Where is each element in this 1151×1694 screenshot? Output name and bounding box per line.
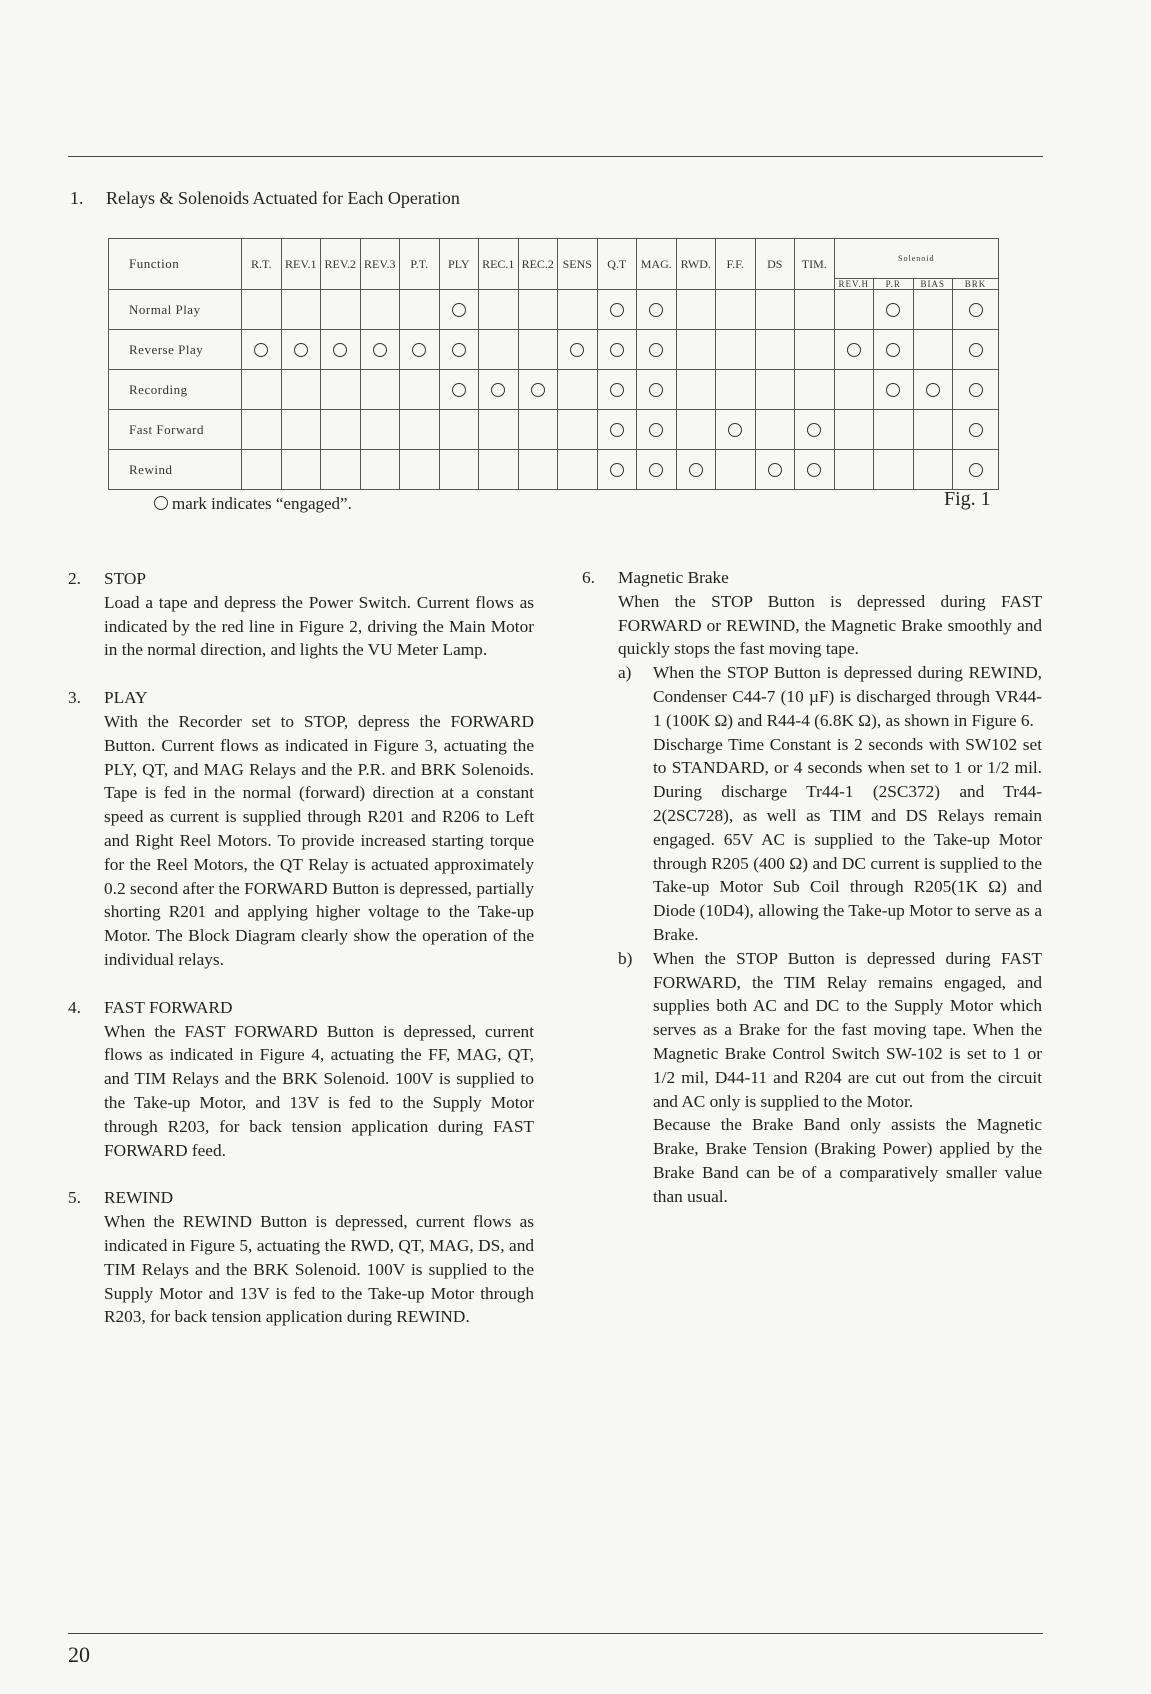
table-cell (479, 370, 519, 410)
table-cell (637, 450, 677, 490)
section-body: When the FAST FORWARD Button is depressed, current flows as indicated in Figure 4, actuating the FF, MAG, QT, and TIM Relays and the BRK Solenoid. 100V is supplied to the Take-up Motor, and 13V is fed to the Supply Motor through R203, for back tension application during FAST FORWARD feed. (104, 1021, 534, 1160)
function-label: Normal Play (109, 290, 242, 330)
section-title: STOP (104, 569, 146, 588)
engaged-mark-icon (610, 463, 624, 477)
engaged-mark-icon (610, 303, 624, 317)
table-cell (360, 330, 400, 370)
table-cell (913, 410, 953, 450)
subsection-body: When the STOP Button is depressed during FAST FORWARD, the TIM Relay remains engaged, and supplies both AC and DC to the Supply Motor which serves as a Brake for the fast moving tape. When the Magnetic Brake Control Switch SW-102 is set to 1 or 1/2 mil, D44-11 and R204 are cut out from the circuit and AC only is supplied to the Motor. (653, 948, 1042, 1111)
table-cell (834, 330, 874, 370)
table-cell (242, 370, 282, 410)
section-stop (68, 567, 534, 662)
table-cell (242, 330, 282, 370)
table-cell (676, 330, 716, 370)
table-cell (953, 330, 999, 370)
solenoid-header: P.R (874, 279, 914, 290)
relay-header: RWD. (676, 239, 716, 290)
table-cell (874, 410, 914, 450)
table-cell (795, 330, 835, 370)
engaged-mark-icon (969, 463, 983, 477)
table-cell (518, 410, 558, 450)
section-number: 4. (68, 997, 81, 1017)
relay-header: SENS (558, 239, 598, 290)
function-label: Reverse Play (109, 330, 242, 370)
table-row (109, 330, 999, 370)
section-title: Magnetic Brake (618, 568, 729, 587)
subsection-body: When the STOP Button is depressed during REWIND, Condenser C44-7 (10 µF) is discharged through VR44-1 (100K Ω) and R44-4 (6.8K Ω), as shown in Figure 6. (653, 663, 1042, 730)
table-cell (913, 370, 953, 410)
section-1-heading (70, 188, 460, 209)
left-column (68, 567, 534, 1353)
relay-header: P.T. (400, 239, 440, 290)
engaged-mark-icon (452, 343, 466, 357)
table-cell (874, 450, 914, 490)
table-cell (558, 450, 598, 490)
table-cell (637, 370, 677, 410)
subsection-body: Because the Brake Band only assists the Magnetic Brake, Brake Tension (Braking Power) applied by the Brake Band can be of a comparatively smaller value than usual. (653, 1115, 1042, 1206)
engaged-mark-icon (649, 343, 663, 357)
subsection-letter: a) (618, 663, 632, 683)
table-cell (479, 290, 519, 330)
table-cell (874, 290, 914, 330)
subsection-body: Discharge Time Constant is 2 seconds with SW102 set to STANDARD, or 4 seconds when set to 1 or 1/2 mil. During discharge Tr44-1 (2SC372) and Tr44-2(2SC728), as well as TIM and DS Relays remain engaged. 65V AC is supplied to the Take-up Motor through R205 (400 Ω) and DC current is supplied to the Take-up Motor Sub Coil through R205(1K Ω) and Diode (10D4), allowing the Take-up Motor to serve as a Brake. (653, 734, 1042, 944)
table-cell (242, 410, 282, 450)
table-cell (518, 370, 558, 410)
engaged-mark-icon (768, 463, 782, 477)
section-number: 6. (582, 568, 595, 587)
engaged-mark-icon (610, 423, 624, 437)
engaged-mark-icon (570, 343, 584, 357)
table-cell (321, 450, 361, 490)
section-title: REWIND (104, 1188, 174, 1208)
engaged-mark-icon (333, 343, 347, 357)
top-rule (68, 156, 1043, 157)
engaged-mark-icon (886, 303, 900, 317)
section-body: When the STOP Button is depressed during FAST FORWARD or REWIND, the Magnetic Brake smoothly and quickly stops the fast moving tape. (618, 591, 1042, 659)
table-cell (242, 290, 282, 330)
engaged-mark-icon (969, 423, 983, 437)
relay-header: REC.1 (479, 239, 519, 290)
table-cell (558, 330, 598, 370)
table-cell (874, 330, 914, 370)
table-cell (518, 290, 558, 330)
right-column (582, 566, 1042, 1233)
engaged-mark-icon (728, 423, 742, 437)
table-cell (795, 410, 835, 450)
engaged-mark-icon (886, 383, 900, 397)
engaged-mark-icon (847, 343, 861, 357)
section-number: 2. (68, 569, 81, 588)
relay-header: MAG. (637, 239, 677, 290)
table-cell (913, 330, 953, 370)
table-cell (479, 330, 519, 370)
table-cell (281, 330, 321, 370)
function-header: Function (109, 239, 242, 290)
table-cell (558, 410, 598, 450)
table-cell (913, 290, 953, 330)
table-cell (637, 290, 677, 330)
table-cell (400, 410, 440, 450)
table-cell (281, 290, 321, 330)
engaged-mark-icon (649, 383, 663, 397)
table-cell (360, 290, 400, 330)
relay-header: R.T. (242, 239, 282, 290)
solenoid-header: BIAS (913, 279, 953, 290)
engaged-mark-icon (531, 383, 545, 397)
engaged-mark-icon (610, 343, 624, 357)
table-cell (360, 370, 400, 410)
function-label: Rewind (109, 450, 242, 490)
section-body: Load a tape and depress the Power Switch. Current flows as indicated by the red line in Figure 2, driving the Main Motor in the normal direction, and lights the VU Meter Lamp. (104, 592, 534, 660)
table-cell (755, 370, 795, 410)
function-label: Recording (109, 370, 242, 410)
table-cell (597, 370, 637, 410)
section-1-title: Relays & Solenoids Actuated for Each Operation (106, 188, 460, 208)
bottom-rule (68, 1633, 1043, 1634)
table-cell (400, 370, 440, 410)
engaged-mark-icon (373, 343, 387, 357)
engaged-mark-icon (610, 383, 624, 397)
function-label: Fast Forward (109, 410, 242, 450)
table-cell (755, 450, 795, 490)
table-cell (518, 450, 558, 490)
page-number: 20 (68, 1642, 90, 1667)
table-cell (597, 410, 637, 450)
relay-header: PLY (439, 239, 479, 290)
table-cell (321, 330, 361, 370)
section-fast-forward (68, 996, 534, 1163)
table-cell (281, 410, 321, 450)
engaged-mark-icon (969, 383, 983, 397)
relay-header: REV.2 (321, 239, 361, 290)
relay-header: REV.1 (281, 239, 321, 290)
table-cell (597, 290, 637, 330)
table-cell (755, 290, 795, 330)
table-cell (676, 290, 716, 330)
relay-header: TIM. (795, 239, 835, 290)
engaged-mark-icon (154, 496, 168, 510)
table-cell (242, 450, 282, 490)
subsection-b (618, 947, 1042, 1209)
table-cell (953, 410, 999, 450)
table-cell (558, 370, 598, 410)
table-cell (953, 450, 999, 490)
solenoid-header: REV.H (834, 279, 874, 290)
engaged-mark-icon (807, 423, 821, 437)
section-title: PLAY (104, 688, 148, 708)
relay-solenoid-table (108, 238, 999, 490)
table-cell (795, 450, 835, 490)
engaged-mark-icon (807, 463, 821, 477)
section-1-number: 1. (70, 188, 84, 208)
engaged-mark-icon (969, 303, 983, 317)
table-cell (834, 370, 874, 410)
section-play (68, 686, 534, 972)
table-cell (439, 290, 479, 330)
engaged-mark-icon (491, 383, 505, 397)
table-cell (953, 370, 999, 410)
table-cell (953, 290, 999, 330)
table-cell (439, 370, 479, 410)
table-cell (676, 450, 716, 490)
section-body: When the REWIND Button is depressed, current flows as indicated in Figure 5, actuating the RWD, QT, MAG, DS, and TIM Relays and the BRK Solenoid. 100V is supplied to the Supply Motor and 13V is fed to the Take-up Motor through R203, for back tension application during REWIND. (104, 1212, 534, 1327)
table-cell (676, 410, 716, 450)
engaged-mark-icon (649, 463, 663, 477)
table-cell (439, 410, 479, 450)
table-cell (716, 330, 756, 370)
figure-label: Fig. 1 (944, 488, 991, 510)
section-body: With the Recorder set to STOP, depress the FORWARD Button. Current flows as indicated in Figure 3, actuating the PLY, QT, and MAG Relays and the P.R. and BRK Solenoids. Tape is fed in the normal (forward) direction at a constant speed as current is supplied through R201 and R206 to Left and Right Reel Motors. To provide increased starting torque for the Reel Motors, the QT Relay is actuated approximately 0.2 second after the FORWARD Button is depressed, partially shorting R201 and applying higher voltage to the Take-up Motor. The Block Diagram clearly show the operation of the individual relays. (104, 711, 534, 969)
table-cell (597, 330, 637, 370)
relay-header: Q.T (597, 239, 637, 290)
table-cell (558, 290, 598, 330)
section-title: FAST FORWARD (104, 997, 233, 1017)
table-cell (400, 290, 440, 330)
table-cell (479, 450, 519, 490)
table-cell (281, 450, 321, 490)
table-cell (400, 330, 440, 370)
table-cell (755, 410, 795, 450)
table-cell (637, 410, 677, 450)
table-cell (716, 370, 756, 410)
table-cell (597, 450, 637, 490)
table-row (109, 290, 999, 330)
engaged-mark-icon (294, 343, 308, 357)
engaged-mark-icon (969, 343, 983, 357)
table-cell (360, 450, 400, 490)
section-magnetic-brake (582, 566, 1042, 1209)
section-number: 5. (68, 1188, 81, 1208)
table-cell (281, 370, 321, 410)
relay-header: REV.3 (360, 239, 400, 290)
section-rewind (68, 1186, 534, 1329)
table-cell (795, 290, 835, 330)
table-cell (716, 450, 756, 490)
table-cell (913, 450, 953, 490)
table-cell (834, 410, 874, 450)
table-cell (716, 290, 756, 330)
table-cell (834, 450, 874, 490)
subsection-a (618, 661, 1042, 947)
table-cell (439, 330, 479, 370)
relay-header: REC.2 (518, 239, 558, 290)
solenoid-header: BRK (953, 279, 999, 290)
table-cell (400, 450, 440, 490)
table-cell (439, 450, 479, 490)
table-cell (321, 290, 361, 330)
engaged-mark-icon (649, 303, 663, 317)
engaged-mark-icon (886, 343, 900, 357)
table-cell (716, 410, 756, 450)
table-cell (518, 330, 558, 370)
solenoid-group-header: Solenoid (834, 239, 999, 279)
table-cell (834, 290, 874, 330)
section-number: 3. (68, 688, 81, 708)
table-cell (874, 370, 914, 410)
table-body (109, 290, 999, 490)
table-cell (637, 330, 677, 370)
relay-header: F.F. (716, 239, 756, 290)
table-row (109, 450, 999, 490)
table-cell (676, 370, 716, 410)
engaged-mark-icon (689, 463, 703, 477)
table-cell (321, 370, 361, 410)
engaged-mark-icon (649, 423, 663, 437)
table-note (154, 494, 352, 514)
table-cell (795, 370, 835, 410)
engaged-mark-icon (926, 383, 940, 397)
table-cell (479, 410, 519, 450)
engaged-mark-icon (452, 303, 466, 317)
table-cell (321, 410, 361, 450)
table-row (109, 370, 999, 410)
relay-header: DS (755, 239, 795, 290)
table-note-text: mark indicates “engaged”. (172, 494, 352, 513)
table-row (109, 410, 999, 450)
engaged-mark-icon (452, 383, 466, 397)
table-cell (360, 410, 400, 450)
engaged-mark-icon (412, 343, 426, 357)
subsection-letter: b) (618, 948, 633, 968)
engaged-mark-icon (254, 343, 268, 357)
table-cell (755, 330, 795, 370)
